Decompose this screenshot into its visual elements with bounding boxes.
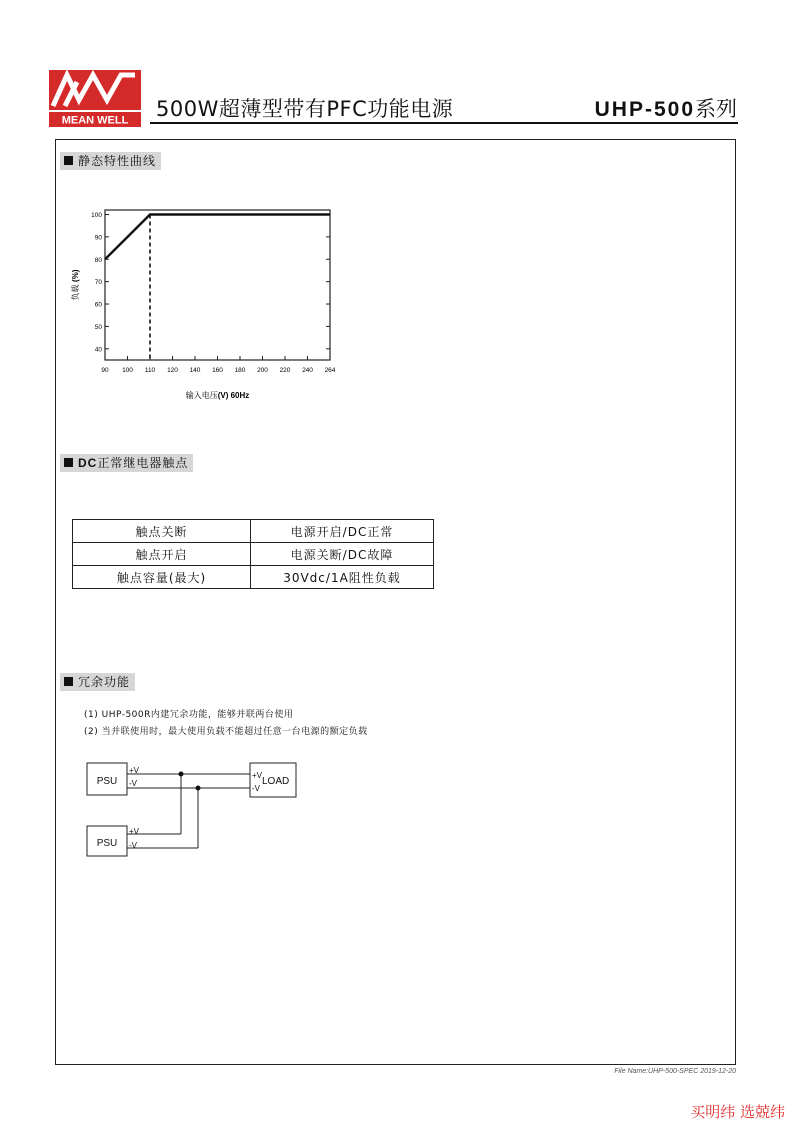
relay-contact-table [72, 519, 434, 589]
psu1-plus-label: +V [129, 766, 140, 775]
y-tick-label: 70 [94, 279, 102, 287]
x-tick-label: 180 [234, 367, 246, 374]
psu-label-1: PSU [96, 776, 118, 787]
x-tick-label: 90 [101, 367, 109, 374]
redundancy-note-2: (2) 当并联使用时，最大使用负载不能超过任意一台电源的额定负载 [84, 727, 368, 737]
x-axis-label: 输入电压(V) 60Hz [185, 391, 250, 400]
file-name-footer: File Name:UHP-500-SPEC 2019-12-20 [614, 1068, 736, 1075]
header-rule [150, 122, 738, 124]
table-row [73, 520, 434, 543]
redundancy-note-1: (1) UHP-500R内建冗余功能，能够并联两台使用 [84, 710, 294, 720]
y-tick-label: 50 [94, 323, 102, 331]
psu2-plus-label: +V [129, 827, 140, 836]
x-tick-label: 240 [302, 367, 313, 374]
psu-label-2: PSU [96, 838, 118, 849]
junction-dot [196, 786, 201, 791]
load-minus-label: -V [252, 784, 260, 793]
mean-well-logo [49, 70, 141, 127]
section-static-header: 静态特性曲线 [60, 152, 161, 170]
x-tick-label: 110 [144, 367, 156, 374]
x-tick-label: 100 [122, 367, 133, 374]
plot-frame [105, 210, 330, 360]
x-tick-label: 200 [257, 367, 268, 374]
y-tick-label: 40 [94, 346, 102, 354]
table-row [73, 543, 434, 566]
buy-slogan: 买明纬 选兢纬 [690, 1103, 785, 1121]
table-cell: 触点容量(最大) [73, 566, 251, 589]
wires [127, 774, 250, 848]
series-line [105, 215, 330, 260]
series-title: UHP-500系列 [594, 97, 737, 121]
junction-dot [179, 772, 184, 777]
y-axis-label: 负载 (%) [71, 269, 80, 301]
table-cell: 触点开启 [73, 543, 251, 566]
x-tick-label: 120 [167, 367, 178, 374]
x-tick-label: 264 [324, 367, 336, 374]
load-plus-label: +V [252, 771, 263, 780]
psu1-minus-label: -V [129, 779, 137, 788]
section-dc-ok-header: DC正常继电器触点 [60, 454, 193, 472]
y-tick-label: 60 [94, 301, 102, 309]
psu2-minus-label: -V [129, 841, 137, 850]
load-label: LOAD [262, 776, 290, 787]
page-title: 500W超薄型带有PFC功能电源 [156, 97, 454, 121]
x-tick-label: 160 [212, 367, 223, 374]
table-cell: 30Vdc/1A阻性负载 [251, 566, 434, 589]
table-cell: 电源关断/DC故障 [251, 543, 434, 566]
y-tick-label: 80 [94, 256, 102, 264]
svg-text:MEAN WELL: MEAN WELL [61, 114, 129, 127]
table-cell: 触点关断 [73, 520, 251, 543]
bullet-square-icon [64, 156, 73, 165]
y-tick-label: 100 [91, 211, 102, 219]
bullet-square-icon [64, 458, 73, 467]
table-cell: 电源开启/DC正常 [251, 520, 434, 543]
redundancy-wiring-diagram [80, 755, 310, 865]
x-tick-label: 220 [279, 367, 291, 374]
bullet-square-icon [64, 677, 73, 686]
y-tick-label: 90 [94, 234, 102, 242]
x-tick-label: 140 [189, 367, 201, 374]
static-characteristic-chart [60, 200, 360, 410]
table-row [73, 566, 434, 589]
section-redundancy-header: 冗余功能 [60, 673, 135, 691]
